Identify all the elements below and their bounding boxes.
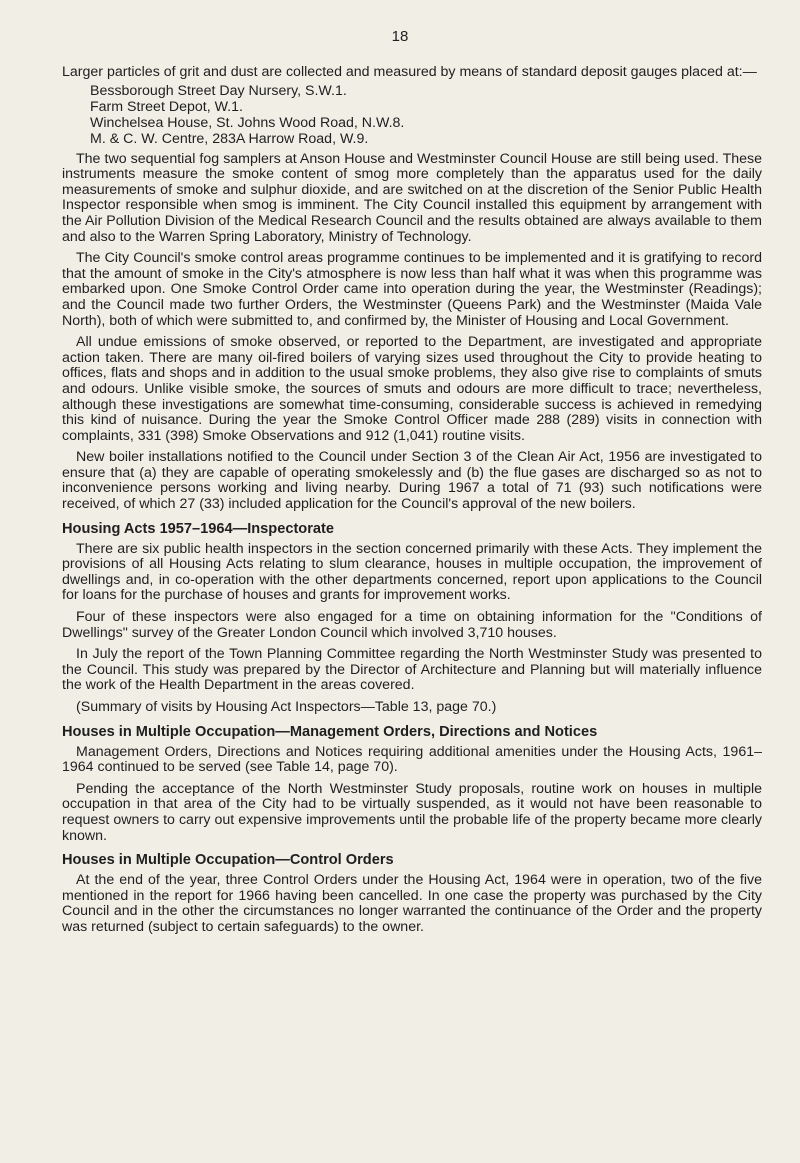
paragraph-north-westminster: Pending the acceptance of the North Westminster Study proposals, routine work on houses in multiple occupation in that area of the City had to be virtually suspended, as it would not have been reasonable to request owners to carry out expensive improvements until the probable life of the property became more clearly known. (62, 780, 762, 844)
paragraph-fog-samplers: The two sequential fog samplers at Anson House and Westminster Council House are still being used. These instruments measure the smoke content of smog more completely than the apparatus used for the daily measurements of smoke and sulphur dioxide, and are switched on at the discretion of the Senior Public Health Inspector responsible when smog is imminent. The City Council installed this equipment by arrangement with the Air Pollution Division of the Medical Research Council and the results obtained are always available to them and also to the Warren Spring Laboratory, Ministry of Technology. (62, 150, 762, 245)
paragraph-smoke-emissions: All undue emissions of smoke observed, or reported to the Department, are investigated and appropriate action taken. There are many oil-fired boilers of varying sizes used throughout the City to provide heating to offices, flats and shops and in addition to the usual smoke problems, they also give rise to complaints of smuts and odours. Unlike visible smoke, the sources of smuts and odours are more difficult to trace; nevertheless, although these investigations are somewhat time-consuming, considerable success is achieved in remedying this kind of nuisance. During the year the Smoke Control Officer made 288 (289) visits in connection with complaints, 331 (398) Smoke Observations and 912 (1,041) routine visits. (62, 334, 762, 444)
paragraph-dwellings-survey: Four of these inspectors were also engaged for a time on obtaining information for the "Conditions of Dwellings" survey of the Greater London Council which involved 3,710 houses. (62, 609, 762, 641)
address-item: M. & C. W. Centre, 283A Harrow Road, W.9. (90, 130, 369, 147)
paragraph-control-orders: At the end of the year, three Control Orders under the Housing Act, 1964 were in operation, two of the five mentioned in the report for 1966 having been cancelled. In one case the property was purchased by the City Council and in the other the circumstances no longer warranted the continuance of the Order and the property was returned (subject to certain safeguards) to the owner. (62, 872, 762, 935)
paragraph-summary-visits: (Summary of visits by Housing Act Inspectors—Table 13, page 70.) (76, 699, 497, 715)
address-list (62, 83, 762, 147)
paragraph-town-planning: In July the report of the Town Planning Committee regarding the North Westminster Study was presented to the Council. This study was prepared by the Director of Architecture and Planning but will materially influence the work of the Health Department in the areas covered. (62, 646, 762, 694)
address-item: Farm Street Depot, W.1. (90, 98, 243, 115)
heading-housing-acts: Housing Acts 1957–1964—Inspectorate (62, 520, 334, 537)
heading-control-orders: Houses in Multiple Occupation—Control Orders (62, 852, 394, 869)
heading-management-orders: Houses in Multiple Occupation—Management Orders, Directions and Notices (62, 723, 598, 740)
paragraph-smoke-control-areas: The City Council's smoke control areas programme continues to be implemented and it is gratifying to record that the amount of smoke in the City's atmosphere is now less than half what it was when this programme was embarked upon. One Smoke Control Order came into operation during the year, the Westminster (Readings); and the Council made two further Orders, the Westminster (Queens Park) and the Westminster (Maida Vale North), both of which were submitted to, and confirmed by, the Minister of Housing and Local Government. (62, 250, 762, 329)
intro-paragraph: Larger particles of grit and dust are collected and measured by means of standard deposit gauges placed at:— (62, 64, 757, 80)
paragraph-inspectors: There are six public health inspectors in the section concerned primarily with these Acts. They implement the provisions of all Housing Acts relating to slum clearance, houses in multiple occupation, the improvement of dwellings and, in co-operation with the other departments concerned, report upon applications to the Council for loans for the purchase of houses and grants for improvement works. (62, 540, 762, 604)
address-item: Bessborough Street Day Nursery, S.W.1. (90, 82, 347, 99)
address-item: Winchelsea House, St. Johns Wood Road, N.W.8. (90, 114, 405, 131)
paragraph-management-orders: Management Orders, Directions and Notices requiring additional amenities under the Housing Acts, 1961–1964 continued to be served (see Table 14, page 70). (62, 743, 762, 776)
page-number: 18 (391, 28, 409, 45)
paragraph-boiler-installations: New boiler installations notified to the Council under Section 3 of the Clean Air Act, 1956 are investigated to ensure that (a) they are capable of operating smokelessly and (b) the flue gases are discharged so as not to inconvenience persons working and living nearby. During 1967 a total of 71 (93) such notifications were received, of which 27 (33) included application for the Council's approval of the new boilers. (62, 449, 762, 513)
